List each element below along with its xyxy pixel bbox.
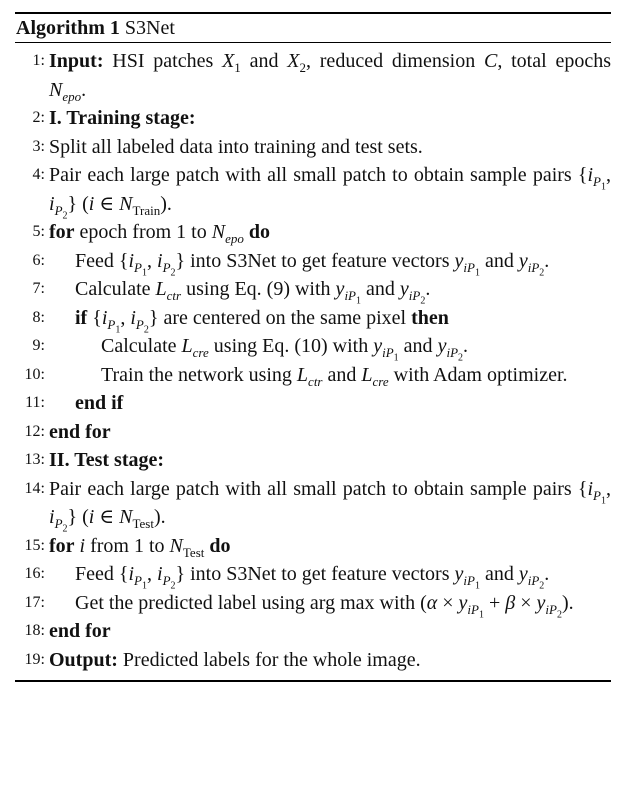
algorithm-line: [15, 104, 611, 133]
algorithm-body: [15, 43, 611, 680]
algorithm-line: [15, 304, 611, 336]
line-text: end for: [49, 420, 111, 443]
line-text: Feed {$i_{P_1}$, $i_{P_2}$} into S3Net to get feature vectors $y_{iP_1}$ and $y_{iP_2}$.: [75, 249, 550, 279]
line-number: 10:: [24, 365, 45, 383]
line-number: 15:: [24, 536, 45, 554]
line-text: Feed {$i_{P_1}$, $i_{P_2}$} into S3Net to get feature vectors $y_{iP_1}$ and $y_{iP_2}$.: [75, 563, 550, 592]
line-number: 11:: [25, 394, 45, 411]
line-text: for i from 1 to $N_{Test}$ do: [49, 534, 231, 560]
line-text: Train the network using $L_{ctr}$ and $L_{cre}$ with Adam optimizer.: [101, 363, 568, 389]
line-text: Get the predicted label using arg max with $(\alpha \times y_{iP_1} + \beta \times y_{iP_2})$.: [75, 591, 574, 621]
line-number: 12:: [24, 422, 45, 440]
line-number: 6:: [32, 251, 45, 269]
line-number: 5:: [32, 223, 45, 240]
line-text: II. Test stage:: [49, 449, 165, 471]
line-number: 16:: [24, 565, 45, 582]
line-text: Input: HSI patches $X_1$ and $X_2$, reduced dimension C, total epochs $N_{epo}$.: [49, 50, 611, 104]
line-number: 18:: [24, 622, 45, 639]
algorithm-line: [15, 361, 611, 390]
algorithm-line: [15, 446, 611, 475]
line-number: 13:: [24, 451, 45, 468]
bottom-rule: [15, 680, 611, 682]
line-text: end if: [75, 392, 124, 414]
line-number: 7:: [32, 280, 45, 297]
line-text: I. Training stage:: [49, 107, 196, 129]
line-text: Calculate $L_{cre}$ using Eq. (10) with $y_{iP_1}$ and $y_{iP_2}$.: [101, 335, 469, 364]
line-number: 8:: [32, 308, 45, 326]
algorithm-name: S3Net: [124, 17, 175, 39]
algorithm-block: [15, 12, 611, 682]
algorithm-line: [15, 532, 611, 561]
algorithm-line: [15, 161, 611, 222]
line-text: Pair each large patch with all small patch to obtain sample pairs {$i_{P_1}$, $i_{P_2}$} (i ∈ $N_{Test}$).: [49, 477, 611, 535]
algorithm-line: [15, 47, 611, 104]
line-number: 3:: [32, 137, 45, 155]
line-text: Pair each large patch with all small patch to obtain sample pairs {$i_{P_1}$, $i_{P_2}$} (i ∈ $N_{Train}$).: [49, 164, 611, 222]
algorithm-line: [15, 275, 611, 307]
algorithm-line: [15, 418, 611, 447]
line-text: if {$i_{P_1}$, $i_{P_2}$} are centered on the same pixel then: [75, 306, 449, 336]
algorithm-line: [15, 247, 611, 279]
algorithm-line: [15, 617, 611, 646]
line-number: 2:: [32, 109, 45, 126]
algorithm-label: Algorithm 1: [16, 17, 120, 39]
line-number: 19:: [24, 650, 45, 668]
line-number: 1:: [32, 52, 45, 69]
algorithm-line: [15, 133, 611, 162]
line-text: Output: Predicted labels for the whole image.: [49, 648, 421, 671]
algorithm-line: [15, 475, 611, 535]
algorithm-line: [15, 332, 611, 364]
line-number: 9:: [32, 337, 45, 354]
algorithm-caption: [15, 14, 611, 42]
algorithm-line: [15, 389, 611, 418]
algorithm-line: [15, 589, 611, 621]
line-text: Split all labeled data into training and test sets.: [49, 135, 423, 158]
line-number: 17:: [24, 593, 45, 611]
algorithm-line: [15, 560, 611, 592]
line-text: for epoch from 1 to $N_{epo}$ do: [49, 221, 270, 246]
line-number: 14:: [24, 479, 45, 497]
algorithm-line: [15, 218, 611, 247]
line-text: Calculate $L_{ctr}$ using Eq. (9) with $y_{iP_1}$ and $y_{iP_2}$.: [75, 278, 431, 307]
line-text: end for: [49, 620, 111, 642]
algorithm-line: [15, 646, 611, 675]
line-body: HSI patches $X_1$ and $X_2$, reduced dimension C, total epochs $N_{epo}$.: [49, 50, 611, 104]
line-number: 4:: [32, 166, 45, 183]
